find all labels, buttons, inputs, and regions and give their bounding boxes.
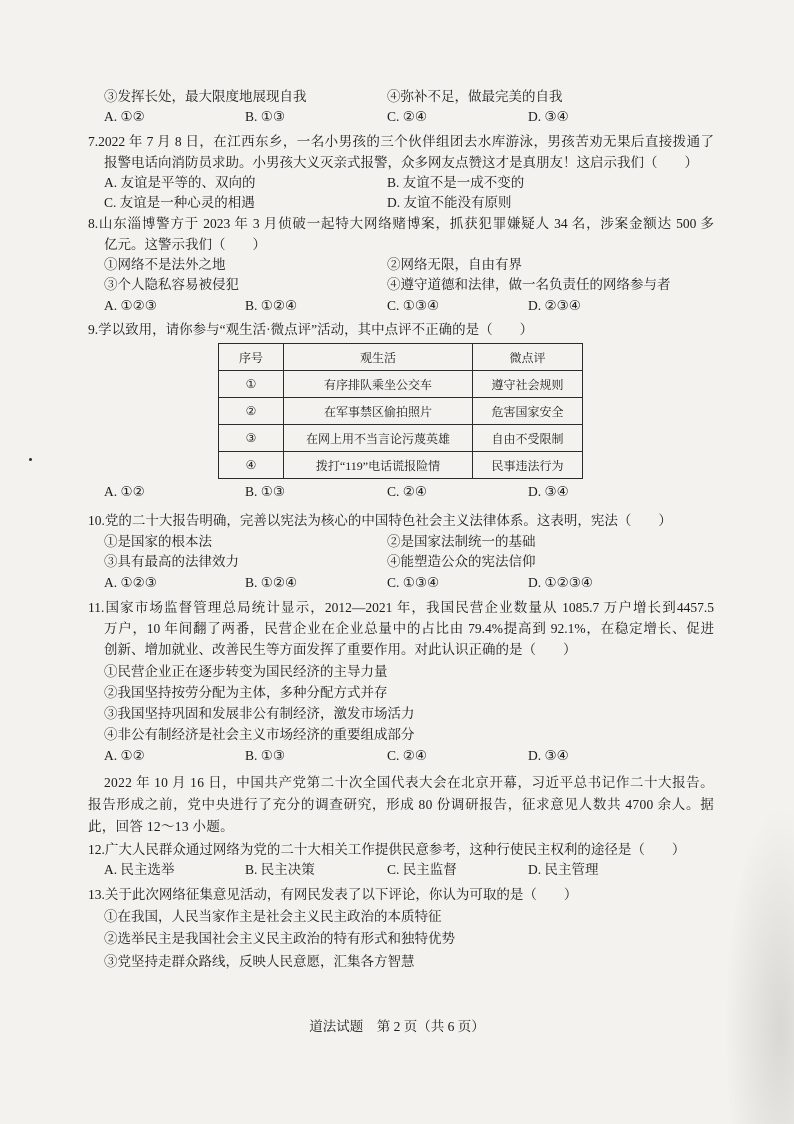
q13-item-3: ③党坚持走群众路线，反映人民意愿，汇集各方智慧 [104,954,415,969]
q6-item-4: ④弥补不足，做最完美的自我 [387,89,563,104]
q12-option-b: B. 民主决策 [245,862,315,877]
q8-item-1: ①网络不是法外之地 [104,257,226,272]
q7-stem-line-2: 报警电话向消防员求助。小男孩大义灭亲式报警，众多网友点赞这才是真朋友！这启示我们（ ） [104,155,698,170]
page-footer: 道法试题 第 2 页（共 6 页） [309,1019,485,1034]
table-cell-life: 有序排队乘坐公交车 [284,371,473,398]
q10-item-2: ②是国家法制统一的基础 [387,534,536,549]
q6-option-b: B. ①③ [245,109,285,124]
q6-option-d: D. ③④ [528,109,569,124]
q10-option-d: D. ①②③④ [528,575,593,590]
q8-option-b: B. ①②④ [245,298,298,313]
q13-item-2: ②选举民主是我国社会主义民主政治的特有形式和独特优势 [104,931,455,946]
table-row [219,452,583,479]
table-header-index: 序号 [219,344,284,371]
q11-option-a: A. ①② [104,748,145,763]
q8-item-2: ②网络无限，自由有界 [387,257,522,272]
q8-option-c: C. ①③④ [387,298,440,313]
q8-stem-line-2: 亿元。这警示我们（ ） [104,237,266,252]
q11-option-d: D. ③④ [528,748,569,763]
table-row [219,371,583,398]
q11-stem-line-1: 11.国家市场监督管理总局统计显示，2012—2021 年，我国民营企业数量从 1085.7 万户增长到4457.5 [88,600,714,615]
q12-stem-line-1: 12.广大人民群众通过网络为党的二十大相关工作提供民意参考，这种行使民主权利的途径是（ ） [88,842,686,857]
scan-smudge [724,804,794,1124]
q10-item-4: ④能塑造公众的宪法信仰 [387,554,536,569]
material-line-2: 报告形成之前，党中央进行了充分的调查研究，形成 80 份调研报告，征求意见人数共 4700 余人。据 [88,797,714,812]
q7-option-b: B. 友谊不是一成不变的 [387,175,525,190]
table-cell-index: ① [219,371,284,398]
table-cell-life: 拨打“119”电话谎报险情 [284,452,473,479]
table-row [219,398,583,425]
q11-stem-line-3: 创新、增加就业、改善民生等方面发挥了重要作用。对此认识正确的是（ ） [104,642,577,657]
scan-dot [29,458,32,461]
material-line-3: 此，回答 12～13 小题。 [88,819,234,834]
table-cell-comment: 危害国家安全 [473,398,583,425]
q7-option-c: C. 友谊是一种心灵的相遇 [104,195,255,210]
q11-item-3: ③我国坚持巩固和发展非公有制经济，激发市场活力 [104,706,415,721]
q11-item-1: ①民营企业正在逐步转变为国民经济的主导力量 [104,664,388,679]
table-cell-index: ② [219,398,284,425]
q13-stem-line-1: 13.关于此次网络征集意见活动，有网民发表了以下评论，你认为可取的是（ ） [88,887,578,902]
q8-stem-line-1: 8.山东淄博警方于 2023 年 3 月侦破一起特大网络赌博案，抓获犯罪嫌疑人 34 名，涉案金额达 500 多 [88,216,714,231]
q8-item-3: ③个人隐私容易被侵犯 [104,277,239,292]
q11-item-2: ②我国坚持按劳分配为主体，多种分配方式并存 [104,685,388,700]
q8-item-4: ④遵守道德和法律，做一名负责任的网络参与者 [387,277,671,292]
q10-item-3: ③具有最高的法律效力 [104,554,239,569]
q9-stem-line-1: 9.学以致用，请你参与“观生活·微点评”活动，其中点评不正确的是（ ） [88,322,534,337]
q7-option-d: D. 友谊不能没有原则 [387,195,512,210]
q7-stem-line-1: 7.2022 年 7 月 8 日，在江西东乡，一名小男孩的三个伙伴组团去水库游泳，男孩苦劝无果后直接拨通了 [88,134,714,149]
q6-item-3: ③发挥长处，最大限度地展现自我 [104,89,307,104]
q10-option-c: C. ①③④ [387,575,440,590]
q9-option-c: C. ②④ [387,484,427,499]
q11-option-c: C. ②④ [387,748,427,763]
material-line-1: 2022 年 10 月 16 日，中国共产党第二十次全国代表大会在北京开幕，习近平总书记作二十大报告。 [104,775,714,790]
q12-option-c: C. 民主监督 [387,862,457,877]
table-cell-comment: 民事违法行为 [473,452,583,479]
q9-option-d: D. ③④ [528,484,569,499]
table-cell-life: 在网上用不当言论污蔑英雄 [284,425,473,452]
q8-option-a: A. ①②③ [104,298,157,313]
q12-option-d: D. 民主管理 [528,862,599,877]
q9-table [218,343,583,479]
table-row [219,425,583,452]
table-cell-comment: 自由不受限制 [473,425,583,452]
q10-item-1: ①是国家的根本法 [104,534,212,549]
table-cell-index: ③ [219,425,284,452]
q13-item-1: ①在我国，人民当家作主是社会主义民主政治的本质特征 [104,909,442,924]
q10-stem-line-1: 10.党的二十大报告明确，完善以宪法为核心的中国特色社会主义法律体系。这表明，宪法（ ） [88,513,672,528]
q6-option-c: C. ②④ [387,109,427,124]
q9-option-a: A. ①② [104,484,145,499]
q11-item-4: ④非公有制经济是社会主义市场经济的重要组成部分 [104,727,415,742]
table-header-row [219,344,583,371]
q7-option-a: A. 友谊是平等的、双向的 [104,175,256,190]
q12-option-a: A. 民主选举 [104,862,175,877]
q10-option-a: A. ①②③ [104,575,157,590]
table-cell-comment: 遵守社会规则 [473,371,583,398]
table-header-life: 观生活 [284,344,473,371]
q10-option-b: B. ①②④ [245,575,298,590]
q11-option-b: B. ①③ [245,748,285,763]
table-cell-life: 在军事禁区偷拍照片 [284,398,473,425]
q6-option-a: A. ①② [104,109,145,124]
table-cell-index: ④ [219,452,284,479]
table-header-comment: 微点评 [473,344,583,371]
q8-option-d: D. ②③④ [528,298,581,313]
q9-option-b: B. ①③ [245,484,285,499]
q11-stem-line-2: 万户，10 年间翻了两番，民营企业在企业总量中的占比由 79.4%提高到 92.1%，在稳定增长、促进 [104,621,714,636]
